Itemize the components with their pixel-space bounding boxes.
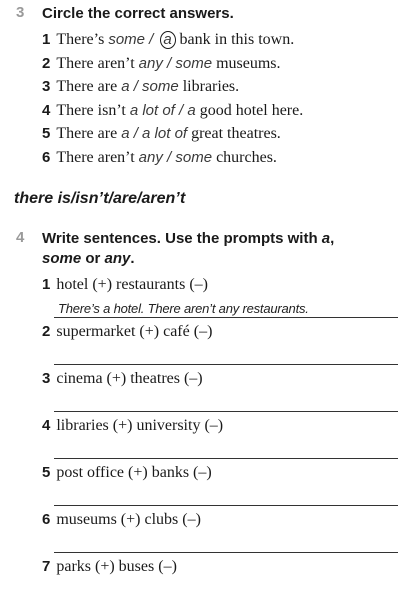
exercise-4-prompt-2 <box>42 323 212 341</box>
item-text: There’s <box>56 31 109 48</box>
option-separator: / <box>129 125 143 142</box>
exercise-3-title: Circle the correct answers. <box>42 5 234 22</box>
exercise-4-number: 4 <box>16 229 25 246</box>
option-separator: / <box>162 149 176 166</box>
item-text: There are <box>56 78 122 95</box>
exercise-4-title <box>42 229 342 269</box>
exercise-4-prompt-4 <box>42 417 223 435</box>
item-number: 2 <box>42 55 51 72</box>
item-text: great theatres. <box>187 125 281 142</box>
exercise-4-prompt-5 <box>42 464 212 482</box>
exercise-4-prompt-6 <box>42 511 201 529</box>
item-text: museums. <box>212 55 281 72</box>
prompt-number: 7 <box>42 558 51 575</box>
title-text: Write sentences. Use the prompts with <box>42 230 322 247</box>
option-2[interactable]: some <box>175 149 213 166</box>
section-heading: there is/isn’t/are/aren’t <box>14 190 186 207</box>
exercise-3-item-5 <box>42 125 281 143</box>
option-1[interactable]: some <box>108 31 146 48</box>
answer-line-2[interactable] <box>54 364 398 365</box>
prompt-text: cinema (+) theatres (–) <box>56 370 203 387</box>
prompt-number: 1 <box>42 276 51 293</box>
exercise-3-item-3 <box>42 78 239 96</box>
exercise-3-item-1 <box>42 31 294 49</box>
option-separator: / <box>162 55 176 72</box>
title-word-any: any <box>104 250 131 267</box>
prompt-text: supermarket (+) café (–) <box>56 323 213 340</box>
title-word-a: a <box>321 230 331 247</box>
example-answer: There’s a hotel. There aren’t any restaurants. <box>58 301 309 316</box>
item-number: 3 <box>42 78 51 95</box>
item-text: churches. <box>212 149 277 166</box>
option-2[interactable]: a <box>187 102 196 119</box>
title-comma: , <box>330 230 335 247</box>
option-1[interactable]: any <box>138 55 163 72</box>
option-2[interactable]: some <box>175 55 213 72</box>
item-text: There aren’t <box>56 55 139 72</box>
prompt-text: libraries (+) university (–) <box>56 417 224 434</box>
item-number: 5 <box>42 125 51 142</box>
exercise-3-item-6 <box>42 149 277 167</box>
exercise-3-item-2 <box>42 55 281 73</box>
title-period: . <box>130 250 135 267</box>
option-separator: / <box>129 78 143 95</box>
item-text: There isn’t <box>56 102 130 119</box>
item-number: 4 <box>42 102 51 119</box>
answer-line-3[interactable] <box>54 411 398 412</box>
prompt-text: hotel (+) restaurants (–) <box>56 276 208 293</box>
option-1[interactable]: a <box>121 78 130 95</box>
answer-line-5[interactable] <box>54 505 398 506</box>
option-2[interactable]: a lot of <box>142 125 188 142</box>
prompt-number: 4 <box>42 417 51 434</box>
exercise-4-prompt-7 <box>42 558 177 576</box>
prompt-text: parks (+) buses (–) <box>56 558 177 575</box>
option-1[interactable]: a lot of <box>129 102 175 119</box>
option-1[interactable]: a <box>121 125 130 142</box>
item-number: 6 <box>42 149 51 166</box>
prompt-number: 2 <box>42 323 51 340</box>
prompt-number: 3 <box>42 370 51 387</box>
prompt-text: museums (+) clubs (–) <box>56 511 201 528</box>
answer-line-6[interactable] <box>54 552 398 553</box>
option-separator: / <box>145 31 158 48</box>
answer-line-1[interactable] <box>54 317 398 318</box>
answer-line-4[interactable] <box>54 458 398 459</box>
item-text: There aren’t <box>56 149 139 166</box>
prompt-number: 6 <box>42 511 51 528</box>
item-text: libraries. <box>178 78 240 95</box>
prompt-text: post office (+) banks (–) <box>56 464 212 481</box>
option-separator: / <box>174 102 188 119</box>
item-text: There are <box>56 125 122 142</box>
title-or: or <box>81 250 105 267</box>
title-word-some: some <box>42 250 82 267</box>
option-2-circled[interactable]: a <box>160 31 176 49</box>
prompt-number: 5 <box>42 464 51 481</box>
item-text: bank in this town. <box>175 31 295 48</box>
item-text: good hotel here. <box>195 102 304 119</box>
option-2[interactable]: some <box>142 78 179 95</box>
item-number: 1 <box>42 31 51 48</box>
exercise-3-item-4 <box>42 102 303 120</box>
exercise-3-number: 3 <box>16 4 25 21</box>
option-1[interactable]: any <box>138 149 163 166</box>
exercise-4-prompt-3 <box>42 370 203 388</box>
exercise-4-prompt-1 <box>42 276 208 294</box>
